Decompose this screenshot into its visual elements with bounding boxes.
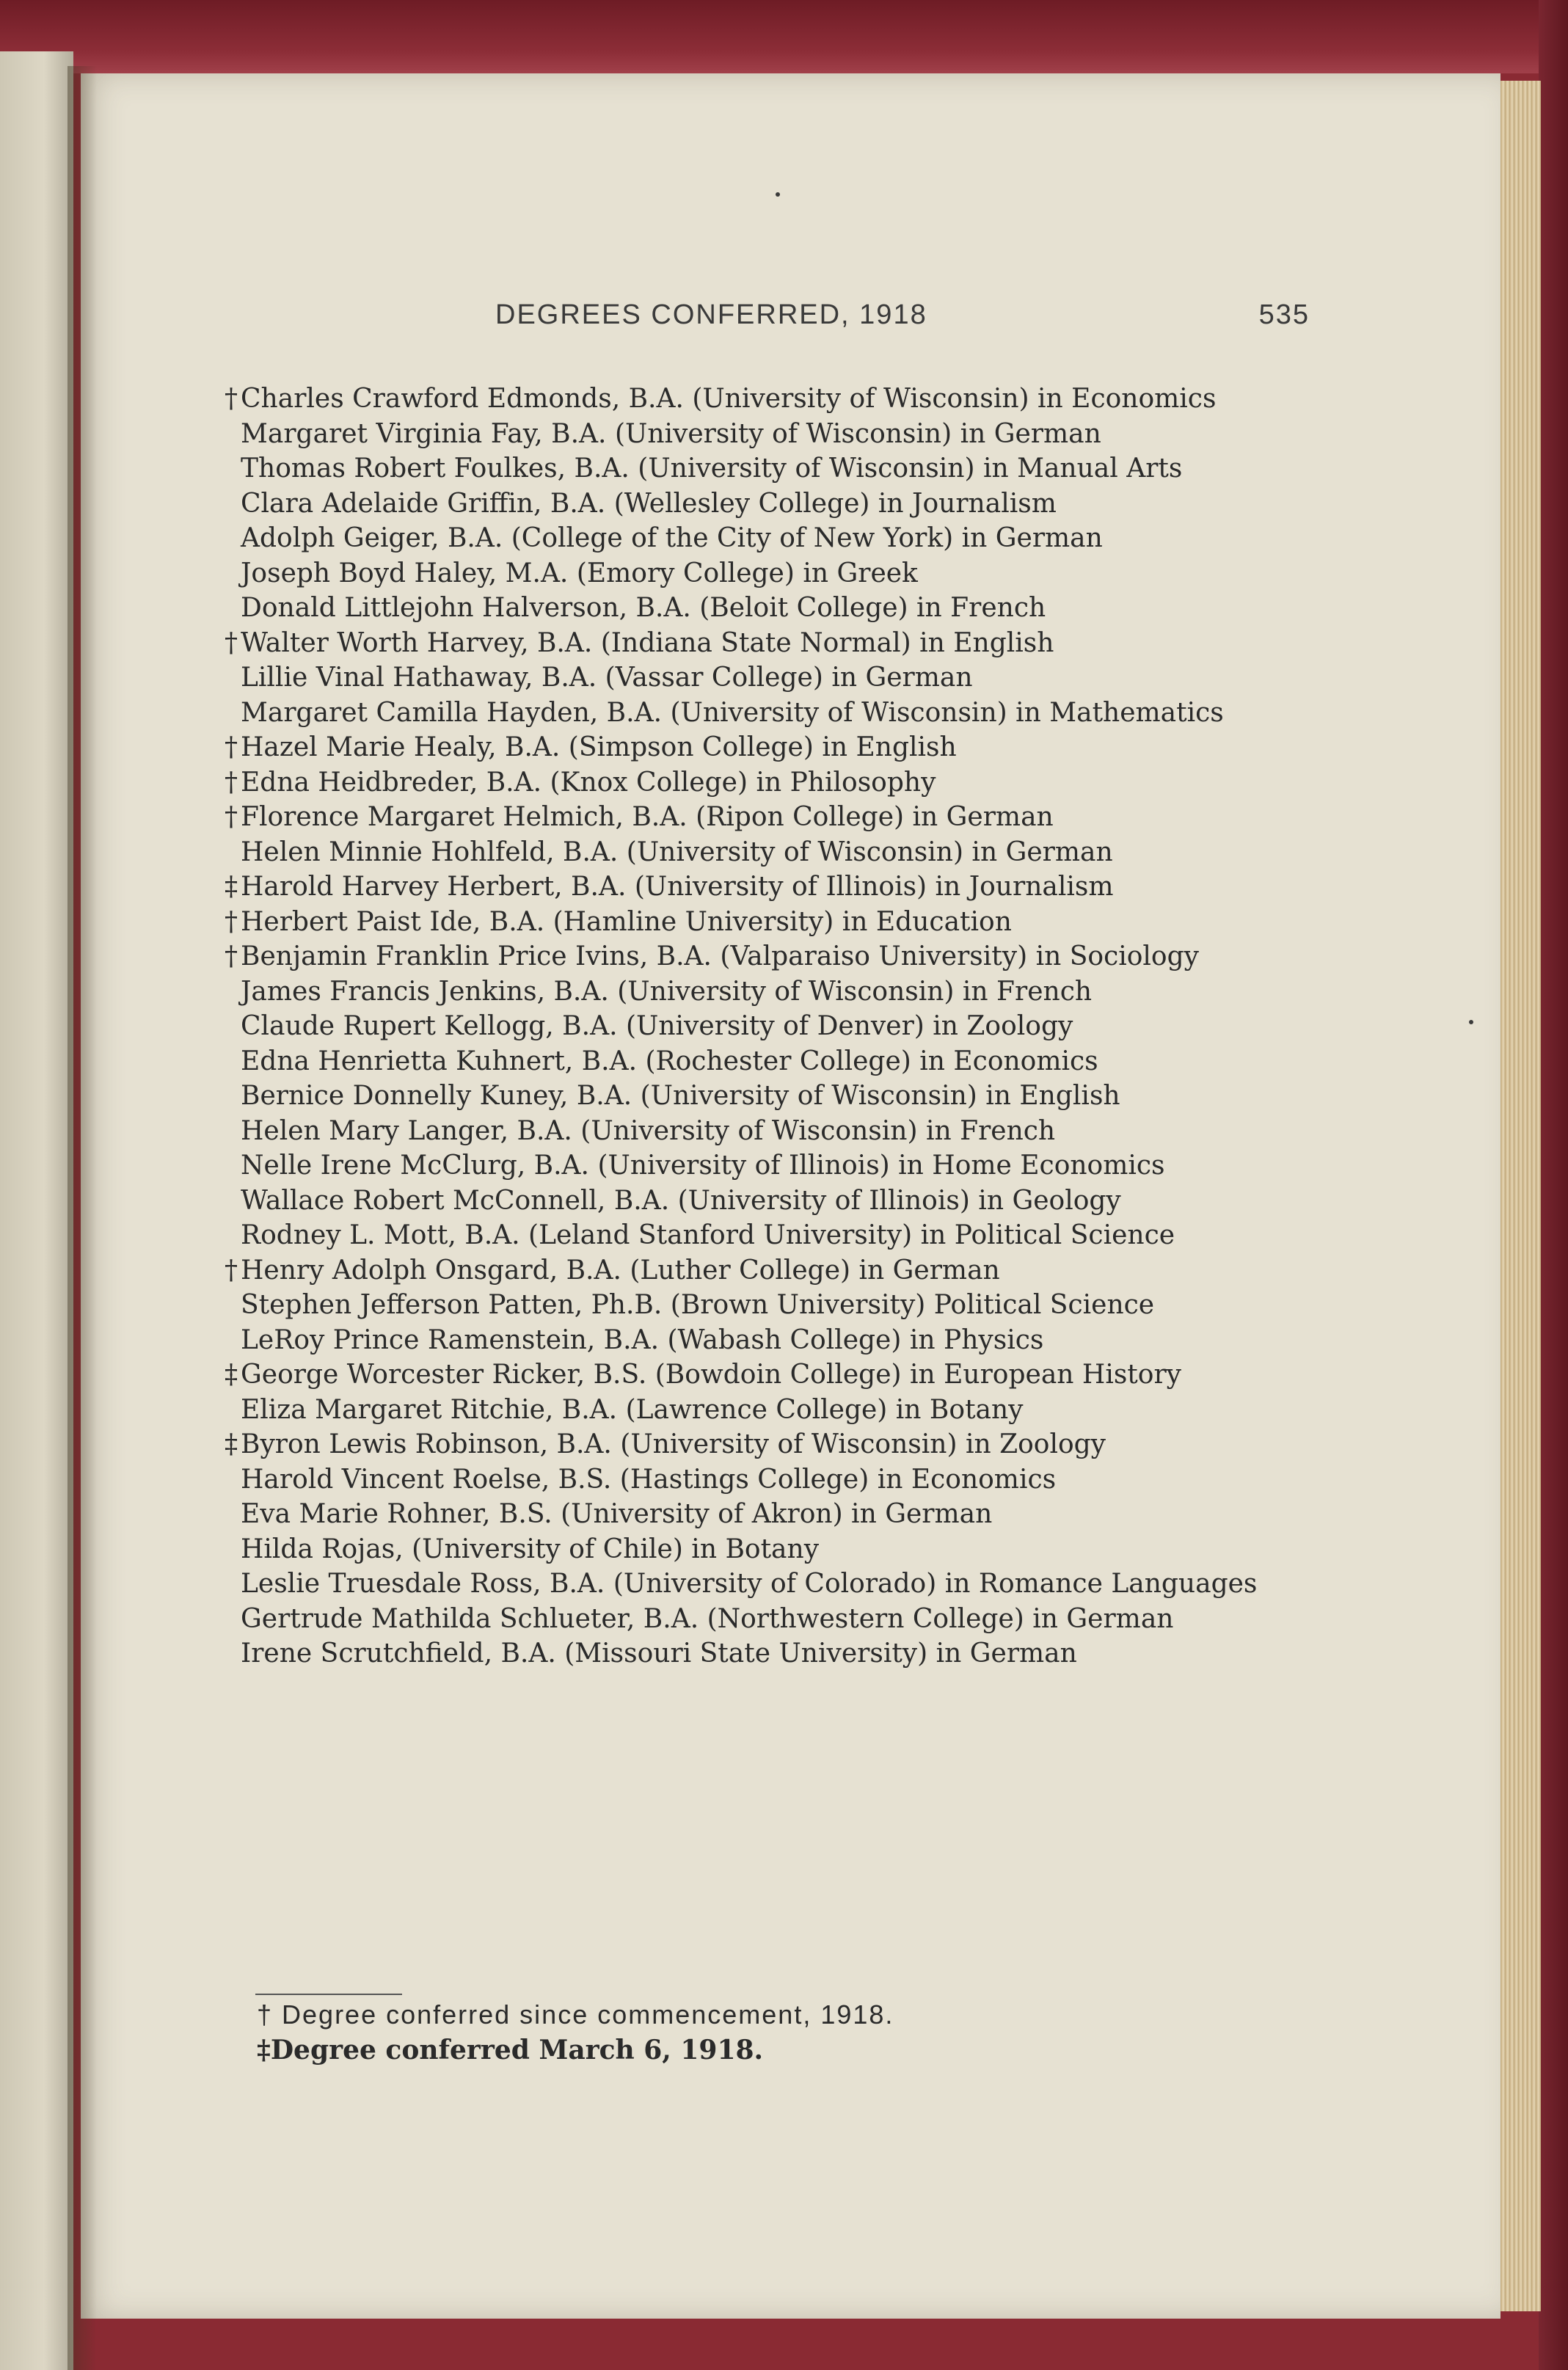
degree-entry	[242, 417, 1302, 452]
entry-text: Claude Rupert Kellogg, B.A. (University of Denver) in Zoology	[241, 1011, 1073, 1041]
degree-entry	[242, 1497, 1302, 1532]
entry-text: Byron Lewis Robinson, B.A. (University of Wisconsin) in Zoology	[241, 1429, 1106, 1459]
entry-mark: ‡	[225, 872, 238, 902]
degree-entry	[242, 1148, 1302, 1184]
degree-entry	[225, 765, 1302, 801]
entry-text: Eliza Margaret Ritchie, B.A. (Lawrence College) in Botany	[241, 1394, 1024, 1425]
entry-text: James Francis Jenkins, B.A. (University of Wisconsin) in French	[241, 976, 1093, 1007]
entry-text: Edna Henrietta Kuhnert, B.A. (Rochester College) in Economics	[241, 1046, 1098, 1076]
gutter-shadow	[68, 66, 97, 2370]
entry-text: LeRoy Prince Ramenstein, B.A. (Wabash College) in Physics	[241, 1324, 1044, 1355]
degree-entry	[242, 660, 1302, 696]
entry-text: Rodney L. Mott, B.A. (Leland Stanford University) in Political Science	[241, 1220, 1175, 1250]
entry-text: Margaret Virginia Fay, B.A. (University of Wisconsin) in German	[241, 418, 1101, 449]
entry-text: Leslie Truesdale Ross, B.A. (University of Colorado) in Romance Languages	[241, 1569, 1258, 1599]
footnote-double-dagger: ‡Degree conferred March 6, 1918.	[257, 2035, 764, 2065]
entry-text: Thomas Robert Foulkes, B.A. (University of Wisconsin) in Manual Arts	[241, 453, 1183, 484]
entry-text: Gertrude Mathilda Schlueter, B.A. (Northwestern College) in German	[241, 1603, 1174, 1634]
degree-list	[225, 382, 1302, 1671]
entry-text: Charles Crawford Edmonds, B.A. (University of Wisconsin) in Economics	[241, 384, 1217, 414]
entry-mark: ‡	[225, 1429, 238, 1459]
entry-text: Donald Littlejohn Halverson, B.A. (Beloit College) in French	[241, 593, 1046, 623]
entry-text: Margaret Camilla Hayden, B.A. (University of Wisconsin) in Mathematics	[241, 697, 1224, 728]
degree-entry	[242, 1079, 1302, 1114]
degree-entry	[242, 451, 1302, 486]
degree-entry	[242, 1044, 1302, 1079]
entry-text: Helen Mary Langer, B.A. (University of Wisconsin) in French	[241, 1115, 1056, 1146]
degree-entry	[225, 1253, 1302, 1288]
degree-entry	[225, 1427, 1302, 1462]
degree-entry	[225, 730, 1302, 765]
entry-text: Harold Vincent Roelse, B.S. (Hastings College) in Economics	[241, 1464, 1057, 1495]
paper-speck	[1469, 1020, 1473, 1024]
entry-mark: †	[225, 1255, 238, 1286]
degree-entry	[242, 1602, 1302, 1637]
entry-text: Walter Worth Harvey, B.A. (Indiana State Normal) in English	[241, 627, 1054, 658]
degree-entry	[242, 974, 1302, 1010]
entry-text: Joseph Boyd Haley, M.A. (Emory College) in Greek	[241, 558, 918, 588]
entry-text: Henry Adolph Onsgard, B.A. (Luther College) in German	[241, 1255, 1000, 1286]
footnote-rule	[255, 1994, 402, 1995]
entry-text: Nelle Irene McClurg, B.A. (University of Illinois) in Home Economics	[241, 1151, 1165, 1181]
degree-entry	[242, 591, 1302, 626]
running-header	[495, 299, 1310, 343]
facing-page-edge	[0, 51, 73, 2370]
entry-text: Irene Scrutchfield, B.A. (Missouri State University) in German	[241, 1638, 1077, 1669]
degree-entry	[225, 626, 1302, 661]
entry-mark: †	[225, 627, 238, 658]
entry-mark: †	[225, 767, 238, 798]
degree-entry	[242, 696, 1302, 731]
footnotes	[257, 1997, 1284, 2068]
degree-entry	[242, 1114, 1302, 1149]
degree-entry	[242, 1567, 1302, 1602]
degree-entry	[225, 800, 1302, 835]
entry-text: Edna Heidbreder, B.A. (Knox College) in Philosophy	[241, 767, 936, 798]
degree-entry	[242, 1462, 1302, 1498]
book-cover-right	[1539, 0, 1568, 2370]
entry-text: Harold Harvey Herbert, B.A. (University of Illinois) in Journalism	[241, 872, 1114, 902]
degree-entry	[225, 1357, 1302, 1393]
degree-entry	[225, 905, 1302, 940]
entry-text: Stephen Jefferson Patten, Ph.B. (Brown University) Political Science	[241, 1290, 1155, 1320]
entry-text: Hilda Rojas, (University of Chile) in Botany	[241, 1534, 820, 1564]
page-number: 535	[1258, 299, 1310, 330]
degree-entry	[242, 521, 1302, 556]
page-block-edges	[1497, 81, 1541, 2311]
entry-mark: †	[225, 906, 238, 937]
entry-mark: †	[225, 802, 238, 832]
degree-entry	[242, 1184, 1302, 1219]
entry-text: Adolph Geiger, B.A. (College of the City of New York) in German	[241, 523, 1103, 553]
degree-entry	[242, 1323, 1302, 1358]
footnote-dagger: † Degree conferred since commencement, 1918.	[257, 1999, 894, 2030]
running-title: DEGREES CONFERRED, 1918	[495, 299, 927, 330]
degree-entry	[242, 835, 1302, 870]
degree-entry	[242, 1288, 1302, 1323]
degree-entry	[242, 1532, 1302, 1567]
degree-entry	[225, 939, 1302, 974]
entry-text: Bernice Donnelly Kuney, B.A. (University of Wisconsin) in English	[241, 1081, 1120, 1111]
degree-entry	[242, 1218, 1302, 1253]
degree-entry	[242, 1636, 1302, 1671]
entry-mark: †	[225, 941, 238, 971]
entry-text: Herbert Paist Ide, B.A. (Hamline University) in Education	[241, 906, 1012, 937]
entry-text: Helen Minnie Hohlfeld, B.A. (University of Wisconsin) in German	[241, 836, 1113, 867]
degree-entry	[242, 1009, 1302, 1044]
entry-text: Wallace Robert McConnell, B.A. (University of Illinois) in Geology	[241, 1185, 1121, 1216]
degree-entry	[242, 556, 1302, 591]
entry-mark: ‡	[225, 1360, 238, 1390]
entry-text: George Worcester Ricker, B.S. (Bowdoin College) in European History	[241, 1360, 1181, 1390]
entry-text: Lillie Vinal Hathaway, B.A. (Vassar College) in German	[241, 663, 973, 693]
entry-text: Hazel Marie Healy, B.A. (Simpson College) in English	[241, 732, 957, 762]
paper-speck	[776, 192, 780, 197]
degree-entry	[225, 869, 1302, 905]
degree-entry	[242, 1393, 1302, 1428]
entry-mark: †	[225, 732, 238, 762]
degree-entry	[225, 382, 1302, 417]
degree-entry	[242, 486, 1302, 522]
entry-mark: †	[225, 384, 238, 414]
book-cover-top	[0, 0, 1568, 73]
entry-text: Benjamin Franklin Price Ivins, B.A. (Valparaiso University) in Sociology	[241, 941, 1199, 971]
entry-text: Clara Adelaide Griffin, B.A. (Wellesley College) in Journalism	[241, 488, 1057, 519]
entry-text: Eva Marie Rohner, B.S. (University of Akron) in German	[241, 1499, 993, 1529]
entry-text: Florence Margaret Helmich, B.A. (Ripon College) in German	[241, 802, 1054, 832]
